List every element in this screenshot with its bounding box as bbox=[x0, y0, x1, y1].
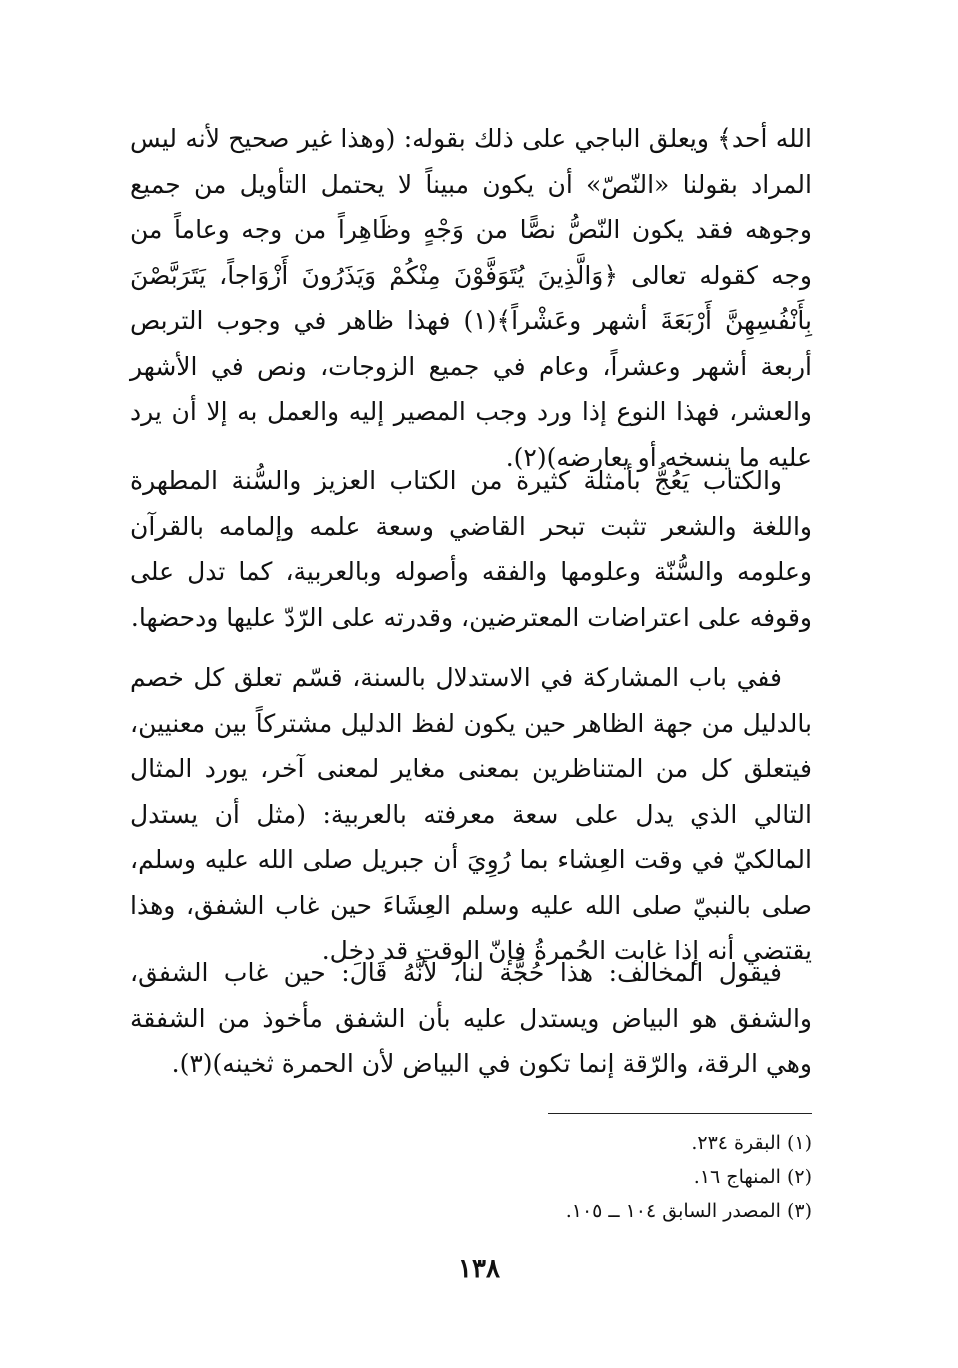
paragraph-4 bbox=[130, 950, 812, 1087]
paragraph-text: الله أحد﴾ ويعلق الباجي على ذلك بقوله: (وهذا غير صحيح لأنه ليس المراد بقولنا «النّصّ» أن يكون مبيناً لا يحتمل التأويل من جميع وجوهه فقد يكون النّصُّ نصًّا من وَجْهٍ وظَاهِراً من وجه وعاماً من وجه كقوله تعالى ﴿وَالَّذِينَ يُتَوَفَّوْنَ مِنْكُمْ وَيَذَرُونَ أَزْوَاجاً، يَتَرَبَّصْنَ بِأَنْفُسِهِنَّ أَرْبَعَةَ أشهر وعَشْراً﴾(١) فهذا ظاهر في وجوب التربص أربعة أشهر وعشراً، وعام في جميع الزوجات، ونص في الأشهر والعشر، فهذا النوع إذا ورد وجب المصير إليه والعمل به إلا أن يرد عليه ما ينسخه أو يعارضه)(٢). bbox=[130, 124, 812, 472]
paragraph-2 bbox=[130, 458, 812, 640]
footnote-1: (١) البقرة ٢٣٤. bbox=[691, 1132, 812, 1154]
footnotes bbox=[330, 1126, 812, 1228]
paragraph-text: فيقول المخالف: هذا حُجَّة لنا، لأنَّهُ قَالَ: حين غاب الشفق، والشفق هو البياض ويستدل عليه بأن الشفق مأخوذ من الشفقة وهي الرقة، والرّقة إنما تكون في البياض لأن الحمرة ثخينه)(٣). bbox=[130, 958, 812, 1078]
page-number: ١٣٨ bbox=[458, 1254, 500, 1284]
paragraph-text: والكتاب يَعُجُّ بأمثلة كثيرة من الكتاب العزيز والسُّنة المطهرة واللغة والشعر تثبت تبحر القاضي وسعة علمه وإلمامه بالقرآن وعلومه والسُّنّة وعلومها والفقه وأصوله وبالعربية، كما تدل على وقوفه على اعتراضات المعترضين، وقدرته على الرّدّ عليها ودحضها. bbox=[130, 466, 812, 632]
footnote-2: (٢) المنهاج ١٦. bbox=[693, 1166, 812, 1188]
footnote-divider bbox=[548, 1113, 812, 1114]
paragraph-1 bbox=[130, 116, 812, 480]
paragraph-text: ففي باب المشاركة في الاستدلال بالسنة، قسّم تعلق كل خصم بالدليل من جهة الظاهر حين يكون لفظ الدليل مشتركاً بين معنيين، فيتعلق كل من المتناظرين بمعنى مغاير لمعنى آخر، يورد المثال التالي الذي يدل على سعة معرفته بالعربية: (مثل أن يستدل المالكيّ في وقت العِشاء بما رُوِيَ أن جبريل صلى الله عليه وسلم، صلى بالنبيّ صلى الله عليه وسلم العِشَاءَ حين غاب الشفق، وهذا يقتضي أنه إذا غابت الحُمرةُ فإنّ الوقت قد دخل. bbox=[130, 663, 812, 965]
paragraph-3 bbox=[130, 655, 812, 974]
footnote-3: (٣) المصدر السابق ١٠٤ ــ ١٠٥. bbox=[565, 1200, 812, 1222]
